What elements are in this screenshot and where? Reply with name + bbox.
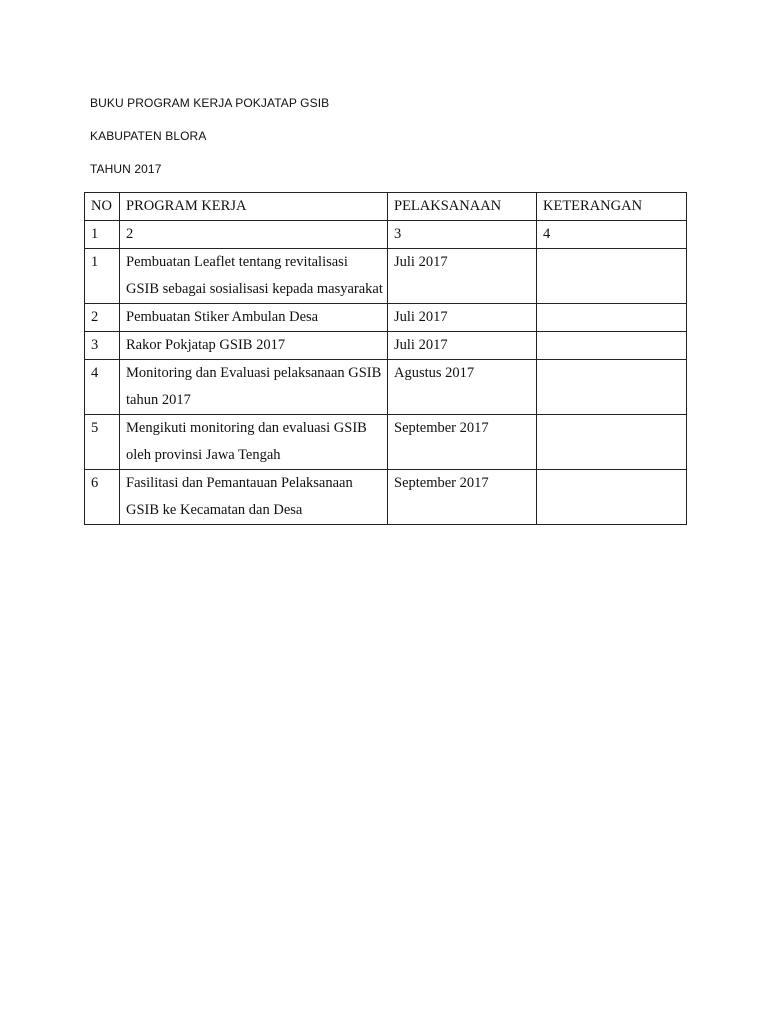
document-region: KABUPATEN BLORA [90, 129, 207, 143]
row-program: Pembuatan Stiker Ambulan Desa [120, 304, 388, 332]
row-pelaksanaan: September 2017 [388, 470, 537, 525]
row-program: Rakor Pokjatap GSIB 2017 [120, 332, 388, 360]
row-keterangan [537, 415, 687, 470]
row-program: Pembuatan Leaflet tentang revitalisasi GSIB sebagai sosialisasi kepada masyarakat [120, 249, 388, 304]
row-no: 2 [85, 304, 120, 332]
program-table [84, 192, 687, 525]
column-number-pelaksanaan: 3 [388, 221, 537, 249]
table-row [85, 360, 687, 415]
row-no: 1 [85, 249, 120, 304]
row-pelaksanaan: September 2017 [388, 415, 537, 470]
row-keterangan [537, 304, 687, 332]
table-row [85, 415, 687, 470]
row-no: 6 [85, 470, 120, 525]
column-number-row [85, 221, 687, 249]
row-no: 3 [85, 332, 120, 360]
header-program: PROGRAM KERJA [120, 193, 388, 221]
column-number-program: 2 [120, 221, 388, 249]
header-no: NO [85, 193, 120, 221]
row-pelaksanaan: Agustus 2017 [388, 360, 537, 415]
header-pelaksanaan: PELAKSANAAN [388, 193, 537, 221]
row-keterangan [537, 470, 687, 525]
document-title: BUKU PROGRAM KERJA POKJATAP GSIB [90, 96, 330, 110]
row-keterangan [537, 332, 687, 360]
row-program: Fasilitasi dan Pemantauan Pelaksanaan GSIB ke Kecamatan dan Desa [120, 470, 388, 525]
table-row [85, 249, 687, 304]
row-pelaksanaan: Juli 2017 [388, 332, 537, 360]
table-header-row [85, 193, 687, 221]
table-row [85, 332, 687, 360]
column-number-no: 1 [85, 221, 120, 249]
row-program: Mengikuti monitoring dan evaluasi GSIB oleh provinsi Jawa Tengah [120, 415, 388, 470]
column-number-keterangan: 4 [537, 221, 687, 249]
table-row [85, 470, 687, 525]
row-pelaksanaan: Juli 2017 [388, 249, 537, 304]
row-keterangan [537, 249, 687, 304]
row-no: 5 [85, 415, 120, 470]
table-row [85, 304, 687, 332]
document-year: TAHUN 2017 [90, 162, 162, 176]
row-pelaksanaan: Juli 2017 [388, 304, 537, 332]
row-keterangan [537, 360, 687, 415]
header-keterangan: KETERANGAN [537, 193, 687, 221]
row-program: Monitoring dan Evaluasi pelaksanaan GSIB tahun 2017 [120, 360, 388, 415]
row-no: 4 [85, 360, 120, 415]
